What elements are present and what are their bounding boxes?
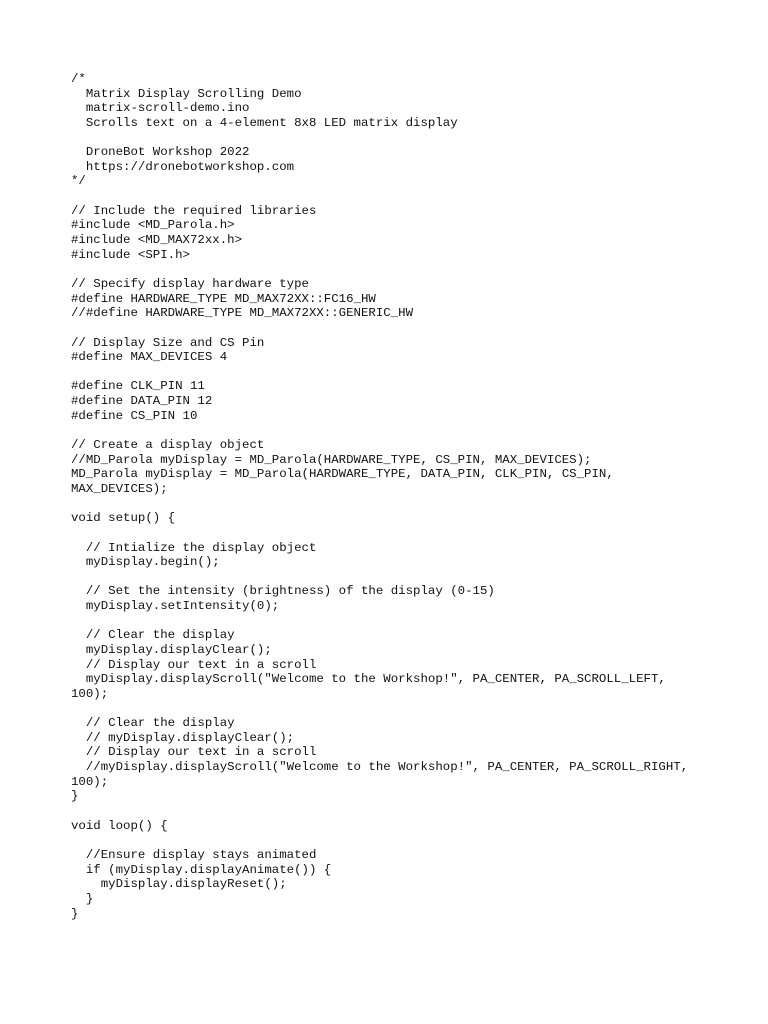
code-line xyxy=(71,804,731,819)
code-line: 100); xyxy=(71,774,109,789)
code-line: } xyxy=(71,891,94,906)
code-line: https://dronebotworkshop.com xyxy=(71,159,295,174)
code-line: #include <SPI.h> xyxy=(71,247,190,262)
code-line: // Clear the display xyxy=(71,716,235,731)
code-line: myDisplay.begin(); xyxy=(71,555,220,570)
code-line: } xyxy=(71,906,79,921)
code-line: // Display our text in a scroll xyxy=(71,745,317,760)
code-line: // Set the intensity (brightness) of the display (0-15) xyxy=(71,584,495,599)
code-line: myDisplay.displayReset(); xyxy=(71,877,287,892)
code-line: } xyxy=(71,789,79,804)
code-line: // Clear the display xyxy=(71,628,235,643)
code-line: // Intialize the display object xyxy=(71,540,317,555)
code-line xyxy=(71,321,731,336)
code-line: #define HARDWARE_TYPE MD_MAX72XX::FC16_HW xyxy=(71,291,376,306)
code-line: matrix-scroll-demo.ino xyxy=(71,101,250,116)
code-line xyxy=(71,614,731,629)
code-line: // Display Size and CS Pin xyxy=(71,335,265,350)
code-line: #include <MD_MAX72xx.h> xyxy=(71,233,243,248)
code-line: 100); xyxy=(71,686,109,701)
code-line: myDisplay.displayScroll("Welcome to the Workshop!", PA_CENTER, PA_SCROLL_LEFT, xyxy=(71,672,666,687)
code-line xyxy=(71,423,731,438)
code-line: #define CLK_PIN 11 xyxy=(71,379,205,394)
code-line xyxy=(71,262,731,277)
code-line: myDisplay.displayClear(); xyxy=(71,642,272,657)
code-line xyxy=(71,702,731,717)
code-line: // Create a display object xyxy=(71,438,265,453)
code-line: */ xyxy=(71,174,86,189)
code-line: if (myDisplay.displayAnimate()) { xyxy=(71,862,332,877)
code-line: // Display our text in a scroll xyxy=(71,657,317,672)
code-line: #define DATA_PIN 12 xyxy=(71,394,213,409)
code-line xyxy=(71,189,731,204)
code-line: MD_Parola myDisplay = MD_Parola(HARDWARE_TYPE, DATA_PIN, CLK_PIN, CS_PIN, xyxy=(71,467,614,482)
code-line: //Ensure display stays animated xyxy=(71,847,317,862)
code-line xyxy=(71,526,731,541)
code-line: /* xyxy=(71,72,86,86)
code-line: MAX_DEVICES); xyxy=(71,481,168,496)
code-line: // Specify display hardware type xyxy=(71,276,309,291)
code-line xyxy=(71,365,731,380)
code-line: //MD_Parola myDisplay = MD_Parola(HARDWARE_TYPE, CS_PIN, MAX_DEVICES); xyxy=(71,452,592,467)
code-line: // Include the required libraries xyxy=(71,203,317,218)
code-line: //myDisplay.displayScroll("Welcome to the Workshop!", PA_CENTER, PA_SCROLL_RIGHT, xyxy=(71,760,689,775)
code-line: //#define HARDWARE_TYPE MD_MAX72XX::GENERIC_HW xyxy=(71,306,414,321)
code-line xyxy=(71,497,731,512)
code-line: #define CS_PIN 10 xyxy=(71,408,198,423)
code-line: #include <MD_Parola.h> xyxy=(71,218,235,233)
code-line: void loop() { xyxy=(71,818,168,833)
code-line: Scrolls text on a 4-element 8x8 LED matrix display xyxy=(71,115,458,130)
code-line xyxy=(71,131,731,146)
code-line: DroneBot Workshop 2022 xyxy=(71,145,250,160)
code-line: Matrix Display Scrolling Demo xyxy=(71,86,302,101)
code-line: myDisplay.setIntensity(0); xyxy=(71,599,280,614)
code-listing xyxy=(71,72,731,921)
code-line: void setup() { xyxy=(71,511,176,526)
code-line xyxy=(71,833,731,848)
code-line: // myDisplay.displayClear(); xyxy=(71,730,295,745)
code-line xyxy=(71,570,731,585)
code-line: #define MAX_DEVICES 4 xyxy=(71,350,228,365)
